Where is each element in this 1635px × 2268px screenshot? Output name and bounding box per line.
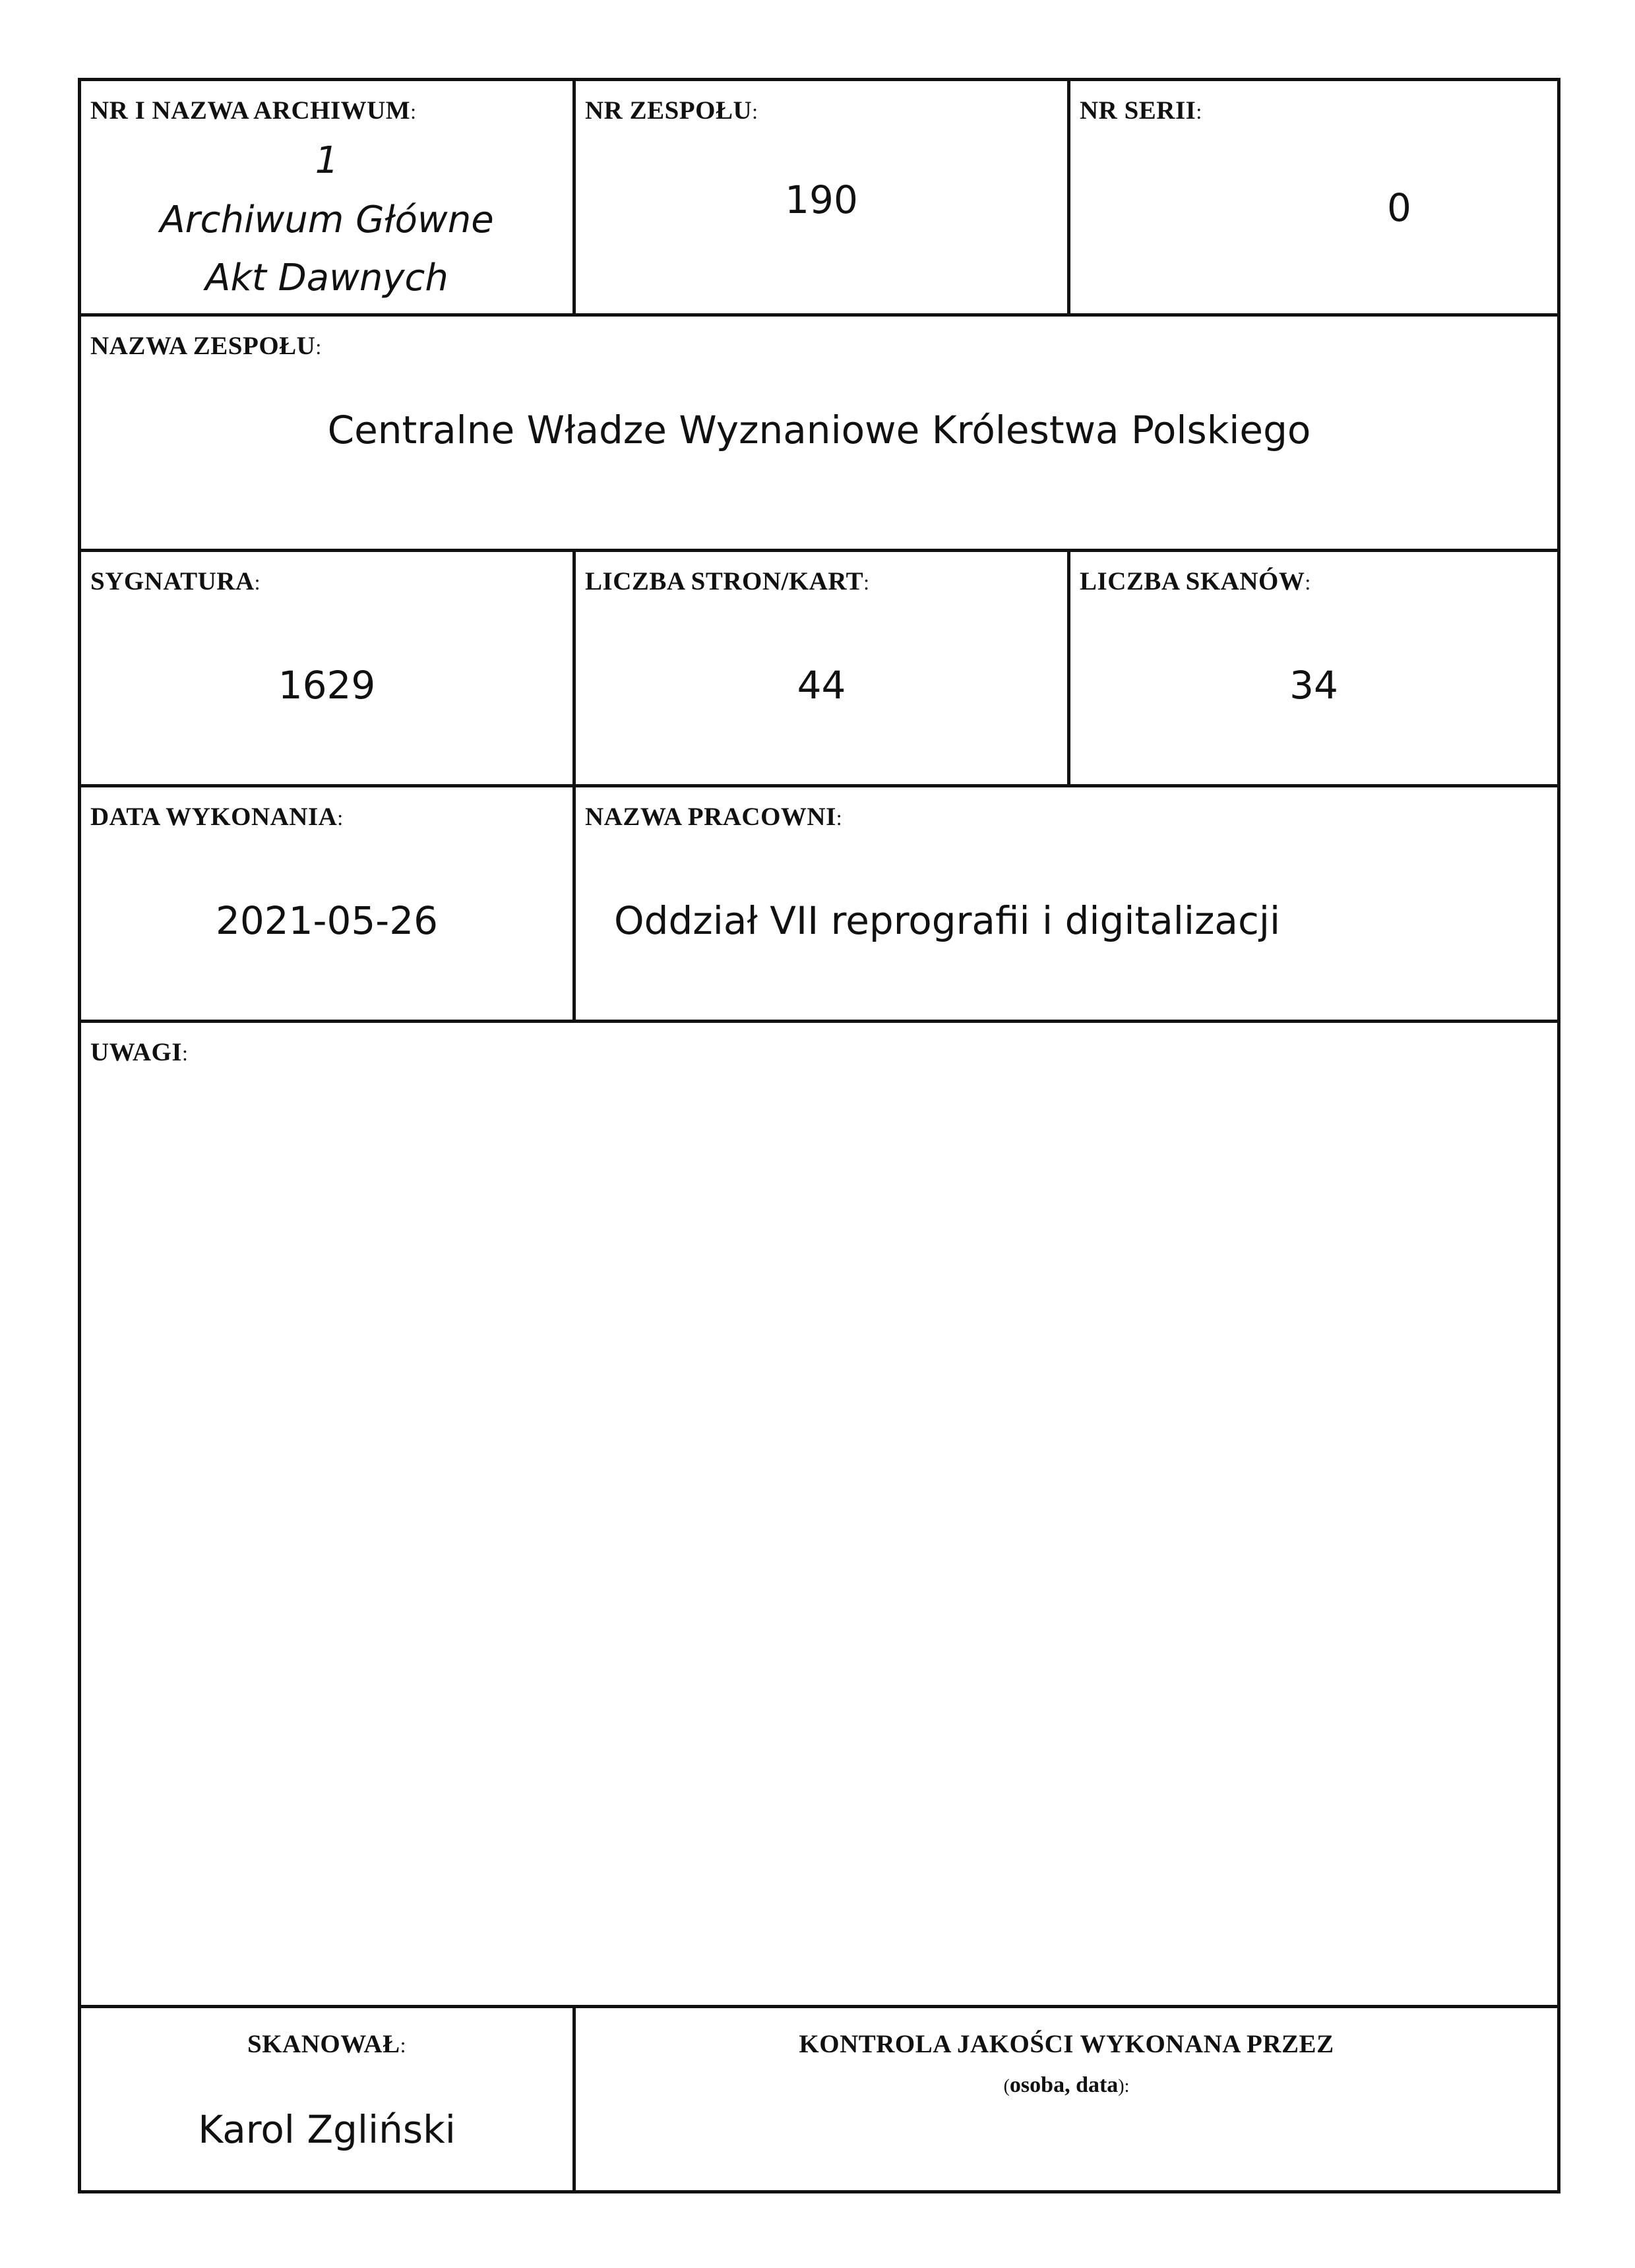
archive-name-line2: Akt Dawnych (205, 257, 448, 299)
scanned-by-value: Karol Zgliński (198, 2107, 456, 2152)
workshop-name-label: NAZWA PRACOWNI: (585, 803, 843, 831)
fonds-number-value: 190 (785, 177, 858, 222)
series-number-label: NR SERII: (1080, 96, 1202, 125)
execution-date-cell (81, 787, 576, 1023)
archive-label: NR I NAZWA ARCHIWUM: (90, 96, 417, 125)
scanned-by-cell (81, 2008, 576, 2190)
series-number-value: 0 (1387, 185, 1411, 230)
scanned-by-label: SKANOWAŁ: (247, 2030, 406, 2058)
pages-count-value: 44 (797, 663, 846, 708)
series-number-cell (1070, 81, 1557, 317)
fonds-number-cell (576, 81, 1070, 317)
execution-date-value: 2021-05-26 (215, 898, 439, 943)
fonds-name-label: NAZWA ZESPOŁU: (90, 332, 322, 360)
workshop-name-cell (576, 787, 1557, 1023)
fonds-name-value: Centralne Władze Wyznaniowe Królestwa Polskiego (327, 408, 1311, 452)
metadata-form (78, 78, 1560, 2193)
archive-number: 1 (315, 139, 339, 182)
fonds-number-label: NR ZESPOŁU: (585, 96, 758, 125)
signature-cell (81, 552, 576, 787)
fonds-name-cell (81, 317, 1557, 552)
quality-control-cell (576, 2008, 1557, 2190)
execution-date-label: DATA WYKONANIA: (90, 803, 344, 831)
archive-cell (81, 81, 576, 317)
pages-count-cell (576, 552, 1070, 787)
quality-control-label: KONTROLA JAKOŚCI WYKONANA PRZEZ (799, 2030, 1334, 2058)
scans-count-cell (1070, 552, 1557, 787)
remarks-cell (81, 1023, 1557, 2008)
quality-control-sublabel: (osoba, data): (1003, 2073, 1130, 2097)
remarks-label: UWAGI: (90, 1038, 189, 1066)
signature-label: SYGNATURA: (90, 567, 261, 596)
scans-count-value: 34 (1289, 663, 1338, 708)
workshop-name-value: Oddział VII reprografii i digitalizacji (614, 898, 1281, 943)
archive-name-line1: Archiwum Główne (160, 199, 494, 241)
pages-count-label: LICZBA STRON/KART: (585, 567, 870, 596)
signature-value: 1629 (278, 663, 376, 708)
scans-count-label: LICZBA SKANÓW: (1080, 567, 1311, 596)
